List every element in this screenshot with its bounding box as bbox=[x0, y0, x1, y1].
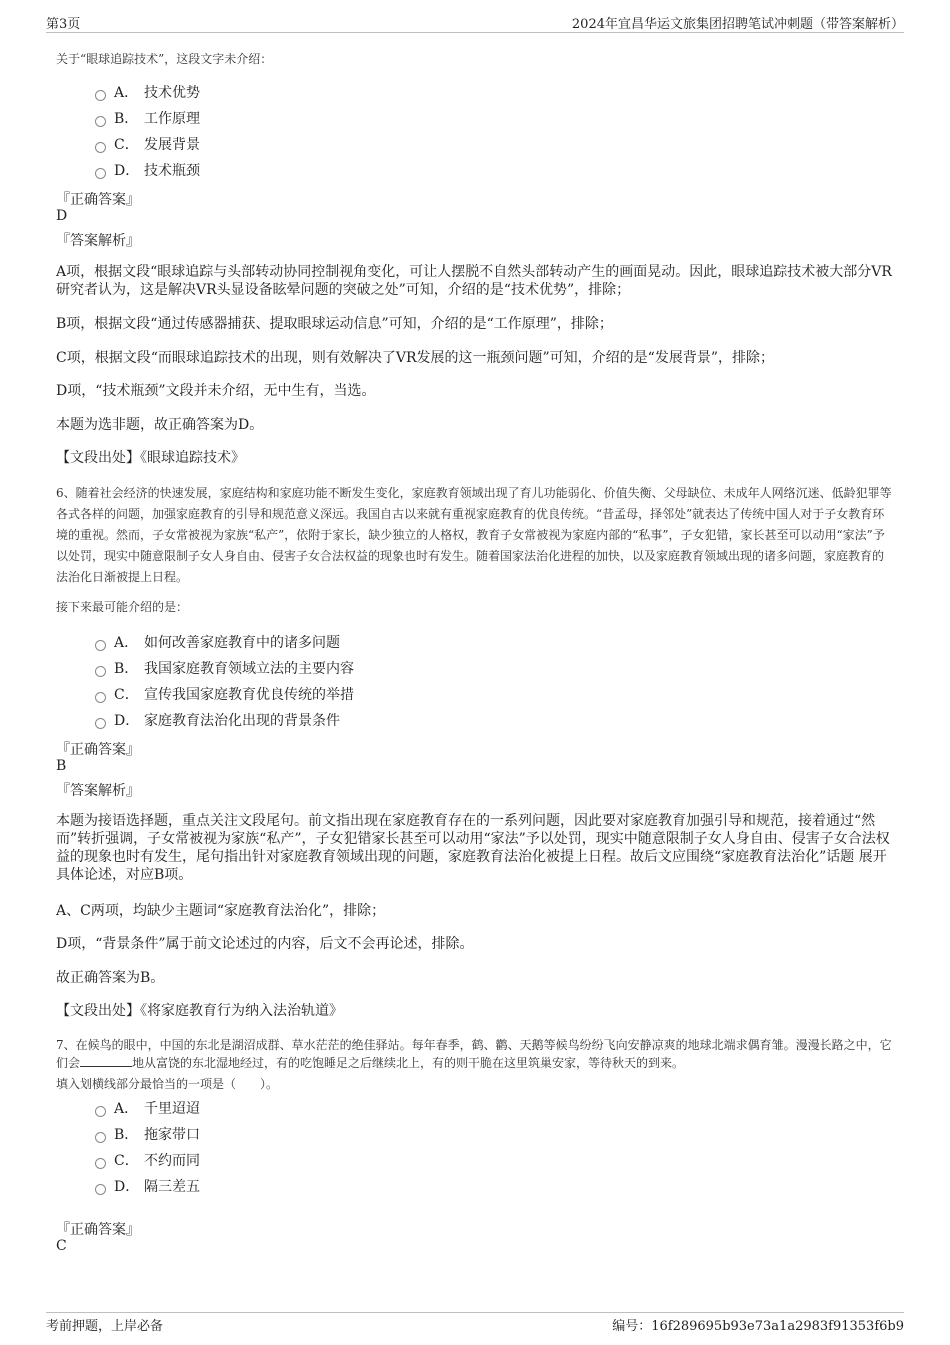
radio-icon[interactable] bbox=[95, 692, 106, 703]
radio-icon[interactable] bbox=[95, 1132, 106, 1143]
q5-analysis-b: B项，根据文段“通过传感器捕获、提取眼球运动信息”可知，介绍的是“工作原理”，排除； bbox=[56, 316, 613, 332]
q5-option-a[interactable]: A． 技术优势 bbox=[95, 82, 200, 102]
footer-slogan: 考前押题，上岸必备 bbox=[46, 1319, 164, 1334]
radio-icon[interactable] bbox=[95, 666, 106, 677]
radio-icon[interactable] bbox=[95, 168, 106, 179]
page-footer bbox=[46, 1312, 904, 1337]
q6-option-d[interactable]: D． 家庭教育法治化出现的背景条件 bbox=[95, 710, 340, 730]
q6-answer: B bbox=[56, 758, 67, 774]
radio-icon[interactable] bbox=[95, 640, 106, 651]
q6-option-a[interactable]: A． 如何改善家庭教育中的诸多问题 bbox=[95, 632, 340, 652]
q5-analysis-c: C项，根据文段“而眼球追踪技术的出现，则有效解决了VR发展的这一瓶颈问题”可知，介绍的是“发展背景”，排除； bbox=[56, 350, 774, 366]
q5-option-b[interactable]: B． 工作原理 bbox=[95, 108, 200, 128]
q6-analysis-ac: A、C两项，均缺少主题词“家庭教育法治化”，排除； bbox=[56, 903, 386, 919]
q6-analysis-d: D项，“背景条件”属于前文论述过的内容，后文不会再论述，排除。 bbox=[56, 936, 474, 952]
q5-question: 关于“眼球追踪技术”，这段文字未介绍： bbox=[56, 52, 273, 66]
q7-passage: 7、在候鸟的眼中，中国的东北是湖沼成群、草水茫茫的绝佳驿站。每年春季，鹤、鹳、天鹅等候鸟纷纷飞向安静凉爽的地球北端求偶育雏。漫漫长路之中，它们会 地从富饶的东北湿地经过，有的吃饱睡足之后继续北上，有的则干脆在这里筑巢安家，等待秋天的到来。 bbox=[56, 1038, 892, 1070]
q7-option-a[interactable]: A． 千里迢迢 bbox=[95, 1098, 200, 1118]
q5-analysis-a: A项，根据文段“眼球追踪与头部转动协同控制视角变化，可让人摆脱不自然头部转动产生的画面晃动。因此，眼球追踪技术被大部分VR研究者认为，这是解决VR头显设备眩晕问题的突破之处”可知，介绍的是“技术优势”，排除； bbox=[56, 264, 892, 298]
q6-answer-label: 『正确答案』 bbox=[56, 742, 140, 758]
q7-option-c[interactable]: C． 不约而同 bbox=[95, 1150, 200, 1170]
q5-option-d[interactable]: D． 技术瓶颈 bbox=[95, 160, 200, 180]
q5-analysis-d: D项，“技术瓶颈”文段并未介绍，无中生有，当选。 bbox=[56, 383, 376, 399]
radio-icon[interactable] bbox=[95, 116, 106, 127]
q6-option-c[interactable]: C． 宣传我国家庭教育优良传统的举措 bbox=[95, 684, 354, 704]
page-header bbox=[46, 10, 904, 33]
q6-question: 接下来最可能介绍的是： bbox=[56, 600, 189, 614]
q6-passage: 6、随着社会经济的快速发展，家庭结构和家庭功能不断发生变化，家庭教育领域出现了育儿功能弱化、价值失衡、父母缺位、未成年人网络沉迷、低龄犯罪等各式各样的问题，加强家庭教育的引导和规范意义深远。我国自古以来就有重视家庭教育的优良传统。“昔孟母，择邻处”就表达了传统中国人对于子女教育环境的重视。然而，子女常被视为家族“私产”，依附于家长，缺少独立的人格权，教育子女常被视为家庭内部的“私事”，子女犯错，家长甚至可以动用“家法”予以处罚，现实中随意限制子女人身自由、侵害子女合法权益的现象也时有发生。随着国家法治化进程的加快，以及家庭教育领域出现的诸多问题，家庭教育的法治化日渐被提上日程。 bbox=[56, 486, 892, 584]
q6-analysis-main: 本题为接语选择题，重点关注文段尾句。前文指出现在家庭教育存在的一系列问题，因此要对家庭教育加强引导和规范，接着通过“然而”转折强调，子女常被视为家族“私产”，子女犯错家长甚至可以动用“家法”予以处罚，现实中随意限制子女人身自由、侵害子女合法权益的现象也时有发生，尾句指出针对家庭教育领域出现的问题，家庭教育法治化被提上日程。故后文应围绕“家庭教育法治化”话题 展开 具体论述，对应B项。 bbox=[56, 813, 890, 883]
q7-question: 填入划横线部分最恰当的一项是（ ）。 bbox=[56, 1077, 279, 1091]
q6-analysis-conclusion: 故正确答案为B。 bbox=[56, 970, 165, 986]
q6-analysis-label: 『答案解析』 bbox=[56, 783, 140, 799]
q5-source: 【文段出处】《眼球追踪技术》 bbox=[56, 450, 245, 466]
q7-option-d[interactable]: D． 隔三差五 bbox=[95, 1176, 200, 1196]
q5-option-c[interactable]: C． 发展背景 bbox=[95, 134, 200, 154]
q5-answer: D bbox=[56, 208, 68, 224]
q7-answer-label: 『正确答案』 bbox=[56, 1222, 140, 1238]
q6-source: 【文段出处】《将家庭教育行为纳入法治轨道》 bbox=[56, 1003, 343, 1019]
page-number: 第3页 bbox=[46, 17, 81, 32]
q7-answer: C bbox=[56, 1238, 67, 1254]
q5-analysis-conclusion: 本题为选非题，故正确答案为D。 bbox=[56, 417, 264, 433]
radio-icon[interactable] bbox=[95, 718, 106, 729]
document-title: 2024年宜昌华运文旅集团招聘笔试冲刺题（带答案解析） bbox=[571, 17, 904, 32]
q6-option-b[interactable]: B． 我国家庭教育领域立法的主要内容 bbox=[95, 658, 354, 678]
q5-analysis-label: 『答案解析』 bbox=[56, 233, 140, 249]
document-id: 编号：16f289695b93e73a1a2983f91353f6b9 bbox=[612, 1319, 904, 1334]
radio-icon[interactable] bbox=[95, 90, 106, 101]
radio-icon[interactable] bbox=[95, 142, 106, 153]
q7-option-b[interactable]: B． 拖家带口 bbox=[95, 1124, 200, 1144]
q5-answer-label: 『正确答案』 bbox=[56, 192, 140, 208]
radio-icon[interactable] bbox=[95, 1158, 106, 1169]
fill-blank bbox=[80, 1054, 132, 1067]
radio-icon[interactable] bbox=[95, 1106, 106, 1117]
radio-icon[interactable] bbox=[95, 1184, 106, 1195]
